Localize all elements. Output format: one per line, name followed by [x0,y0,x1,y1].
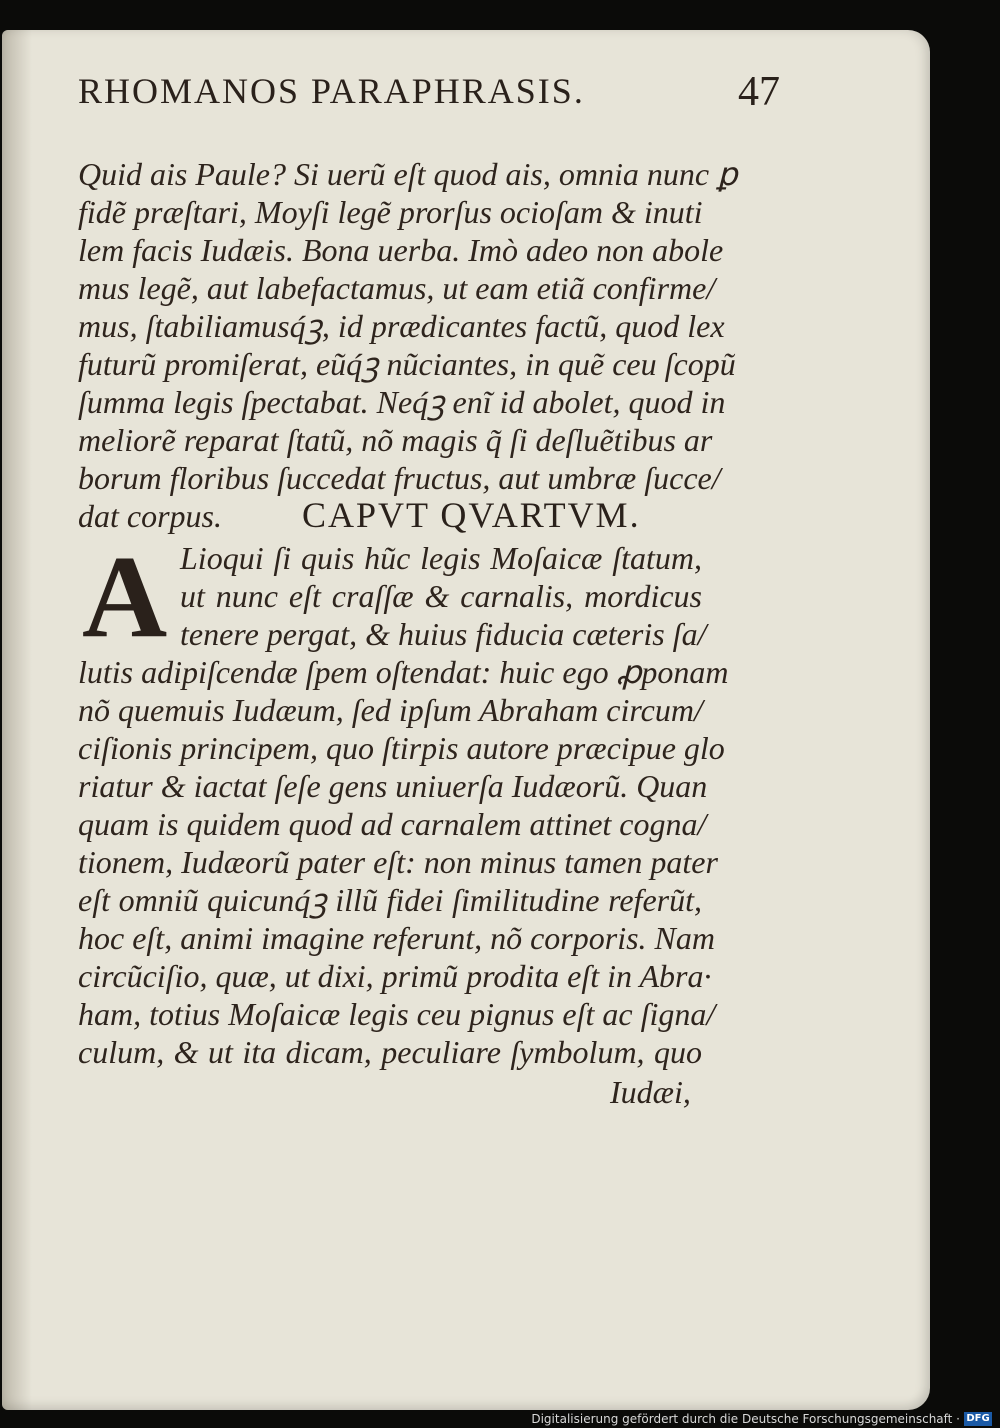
text-line: ham, totius Moſaicæ legis ceu pignus eſt ac ſigna/ [78,996,716,1032]
text-line: eſt omniũ quicunq́ꝫ illũ fidei ſimilitudine referũt, [78,882,702,918]
text-line: fidẽ præſtari, Moyſi legẽ prorſus ocioſam & inuti [78,194,703,230]
text-line: ſumma legis ſpectabat. Neq́ꝫ enĩ id abolet, quod in [78,384,726,420]
text-line: culum, & ut ita dicam, peculiare ſymbolum, quo [78,1034,702,1070]
text-line: ciſionis principem, quo ſtirpis autore præcipue glo [78,730,725,766]
running-head: RHOMANOS PARAPHRASIS. [78,71,585,111]
text-line: hoc eſt, animi imagine referunt, nõ corporis. Nam [78,920,715,956]
catchword: Iudæi, [610,1074,691,1110]
text-line: riatur & iactat ſeſe gens uniuerſa Iudæorũ. Quan [78,768,708,804]
digitization-credit: Digitalisierung gefördert durch die Deutsche Forschungsgemeinschaft · [531,1412,960,1426]
text-line: nõ quemuis Iudæum, ſed ipſum Abraham circum/ [78,692,703,728]
text-line: mus, ſtabiliamusq́ꝫ, id prædicantes factũ, quod lex [78,308,725,344]
text-line: dat corpus. [78,498,222,534]
text-line: mus legẽ, aut labefactamus, ut eam etiã confirme/ [78,270,716,306]
text-line: lutis adipiſcendæ ſpem oſtendat: huic ego ꝓponam [78,654,729,690]
text-line: borum floribus ſuccedat fructus, aut umbræ ſucce/ [78,460,721,496]
text-line: lem facis Iudæis. Bona uerba. Imò adeo non abole [78,232,724,268]
text-line: Quid ais Paule? Si uerũ eſt quod ais, omnia nunc ꝑ [78,156,738,192]
text-line: Lioqui ſi quis hũc legis Moſaicæ ſtatum, [180,540,702,576]
text-line: circũciſio, quæ, ut dixi, primũ prodita eſt in Abra· [78,958,712,994]
spine-shadow [2,30,32,1410]
text-line: futurũ promiſerat, eũq́ꝫ nũciantes, in quẽ ceu ſcopũ [78,346,736,382]
dfg-logo-icon: DFG [964,1412,992,1426]
text-line: ut nunc eſt craſſæ & carnalis, mordicus [180,578,702,614]
page-number: 47 [738,69,780,115]
drop-cap: A [82,531,168,662]
text-line: tenere pergat, & huius fiducia cæteris ſa/ [180,616,707,652]
text-line: meliorẽ reparat ſtatũ, nõ magis q̃ ſi deſluẽtibus ar [78,422,713,458]
text-line: tionem, Iudæorũ pater eſt: non minus tamen pater [78,844,718,880]
text-line: quam is quidem quod ad carnalem attinet cogna/ [78,806,707,842]
chapter-heading: CAPVT QVARTVM. [302,495,641,535]
